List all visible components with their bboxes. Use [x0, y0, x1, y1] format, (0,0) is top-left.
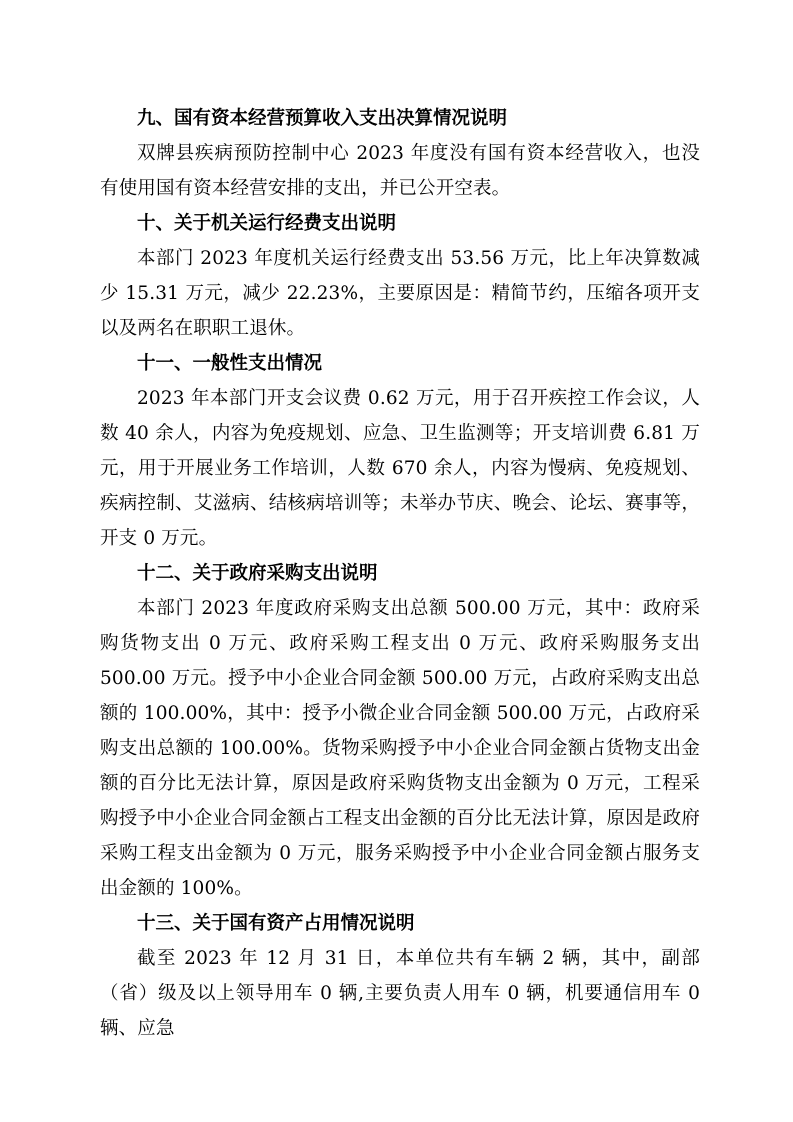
section-heading: 九、国有资本经营预算收入支出决算情况说明: [137, 108, 508, 129]
section-heading: 十、关于机关运行经费支出说明: [137, 213, 397, 234]
section-paragraph: 本部门 2023 年度政府采购支出总额 500.00 万元，其中：政府采购货物支出 0 万元、政府采购工程支出 0 万元、政府采购服务支出 500.00 万元。授予中小企业合同金额 500.00 万元，占政府采购支出总额的 100.00%，其中：授予小微企业合同金额 500.00 万元，占政府采购支出总额的 100.00%。货物采购授予中小企业合同金额占货物支出金额的百分比无法计算，原因是政府采购货物支出金额为 0 万元，工程采购授予中小企业合同金额占工程支出金额的百分比无法计算，原因是政府采购工程支出金额为 0 万元，服务采购授予中小企业合同金额占服务支出金额的 100%。: [100, 598, 700, 899]
section-state-capital-budget: [100, 101, 700, 206]
section-paragraph: 2023 年本部门开支会议费 0.62 万元，用于召开疾控工作会议，人数 40 余人，内容为免疫规划、应急、卫生监测等；开支培训费 6.81 万元，用于开展业务工作培训，人数 670 余人，内容为慢病、免疫规划、疾病控制、艾滋病、结核病培训等；未举办节庆、晚会、论坛、赛事等，开支 0 万元。: [100, 388, 700, 549]
section-general-expenditure: [100, 346, 700, 556]
section-paragraph: 本部门 2023 年度机关运行经费支出 53.56 万元，比上年决算数减少 15.31 万元，减少 22.23%，主要原因是：精简节约，压缩各项开支以及两名在职职工退休。: [100, 248, 700, 339]
section-heading: 十三、关于国有资产占用情况说明: [137, 913, 415, 934]
section-state-assets: [100, 906, 700, 1046]
section-paragraph: 双牌县疾病预防控制中心 2023 年度没有国有资本经营收入，也没有使用国有资本经营安排的支出，并已公开空表。: [100, 143, 700, 199]
section-agency-operating-expenses: [100, 206, 700, 346]
document-body: [100, 101, 700, 1046]
section-heading: 十一、一般性支出情况: [137, 353, 323, 374]
section-paragraph: 截至 2023 年 12 月 31 日，本单位共有车辆 2 辆，其中，副部（省）级及以上领导用车 0 辆,主要负责人用车 0 辆，机要通信用车 0 辆、应急: [100, 948, 700, 1039]
section-government-procurement: [100, 556, 700, 906]
section-heading: 十二、关于政府采购支出说明: [137, 563, 378, 584]
